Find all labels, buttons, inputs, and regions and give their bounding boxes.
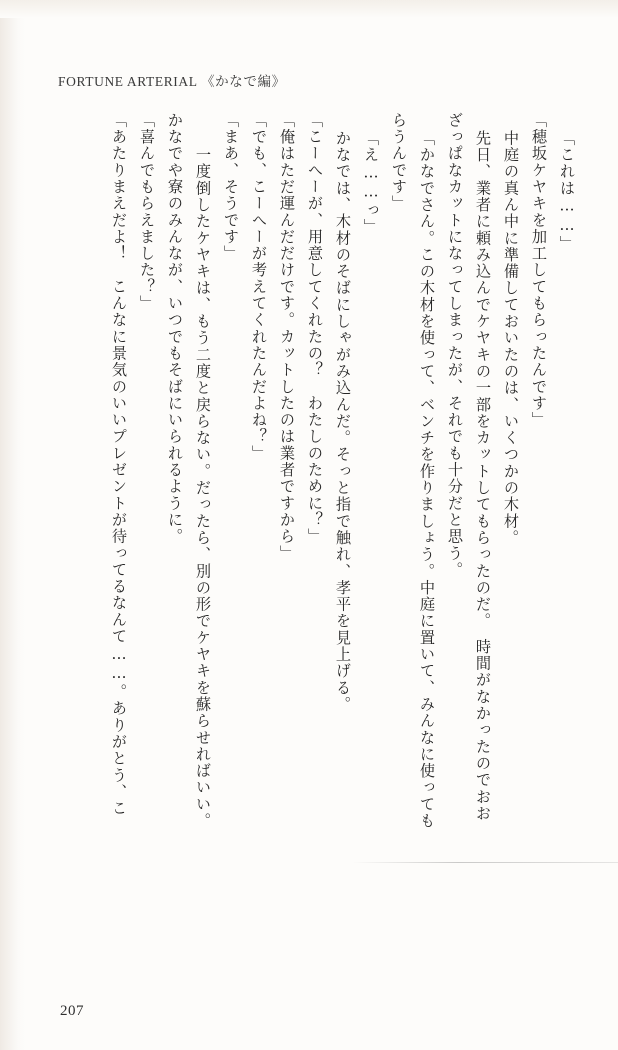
text-column: 「これは……」 <box>558 130 576 253</box>
text-column: 一度倒したケヤキは、もう二度と戻らない。だったら、別の形でケヤキを蘇らせればいい。 <box>194 130 212 830</box>
page-number: 207 <box>60 1003 84 1019</box>
text-column: 「喜んでもらえました？」 <box>138 112 156 312</box>
text-column: 「あたりまえだよ！ こんなに景気のいいプレゼントが待ってるなんて……。ありがとう、こ <box>110 112 128 817</box>
vertical-text-block <box>98 112 574 972</box>
text-column: 「こーへーが、用意してくれたの？ わたしのために？」 <box>306 112 324 545</box>
text-column: 「かなでさん。この木材を使って、ベンチを作りましょう。中庭に置いて、みんなに使っても <box>418 130 436 830</box>
text-column: ざっぱなカットになってしまったが、それでも十分だと思う。 <box>446 112 464 579</box>
text-column: らうんです」 <box>390 112 408 212</box>
text-column: 中庭の真ん中に準備しておいたのは、いくつかの木材。 <box>502 130 520 547</box>
text-column: 「え……っ」 <box>362 130 380 236</box>
text-column: かなでは、木材のそばにしゃがみ込んだ。そっと指で触れ、孝平を見上げる。 <box>334 130 352 713</box>
page-left-shading <box>0 0 26 1050</box>
running-head <box>58 70 286 90</box>
text-column: かなでや寮のみんなが、いつでもそばにいられるように。 <box>166 112 184 545</box>
text-column: 先日、業者に頼み込んでケヤキの一部をカットしてもらったのだ。 時間がなかったのでおお <box>474 130 492 822</box>
text-column: 「でも、こーへーが考えてくれたんだよね？」 <box>250 112 268 462</box>
page-top-shading <box>0 0 618 18</box>
text-column: 「まあ、そうです」 <box>222 112 240 262</box>
running-head-text: FORTUNE ARTERIAL 《かなで編》 <box>58 74 286 89</box>
text-column: 「俺はただ運んだだけです。カットしたのは業者ですから」 <box>278 112 296 562</box>
text-column: 「穂坂ケヤキを加工してもらったんです」 <box>530 112 548 429</box>
